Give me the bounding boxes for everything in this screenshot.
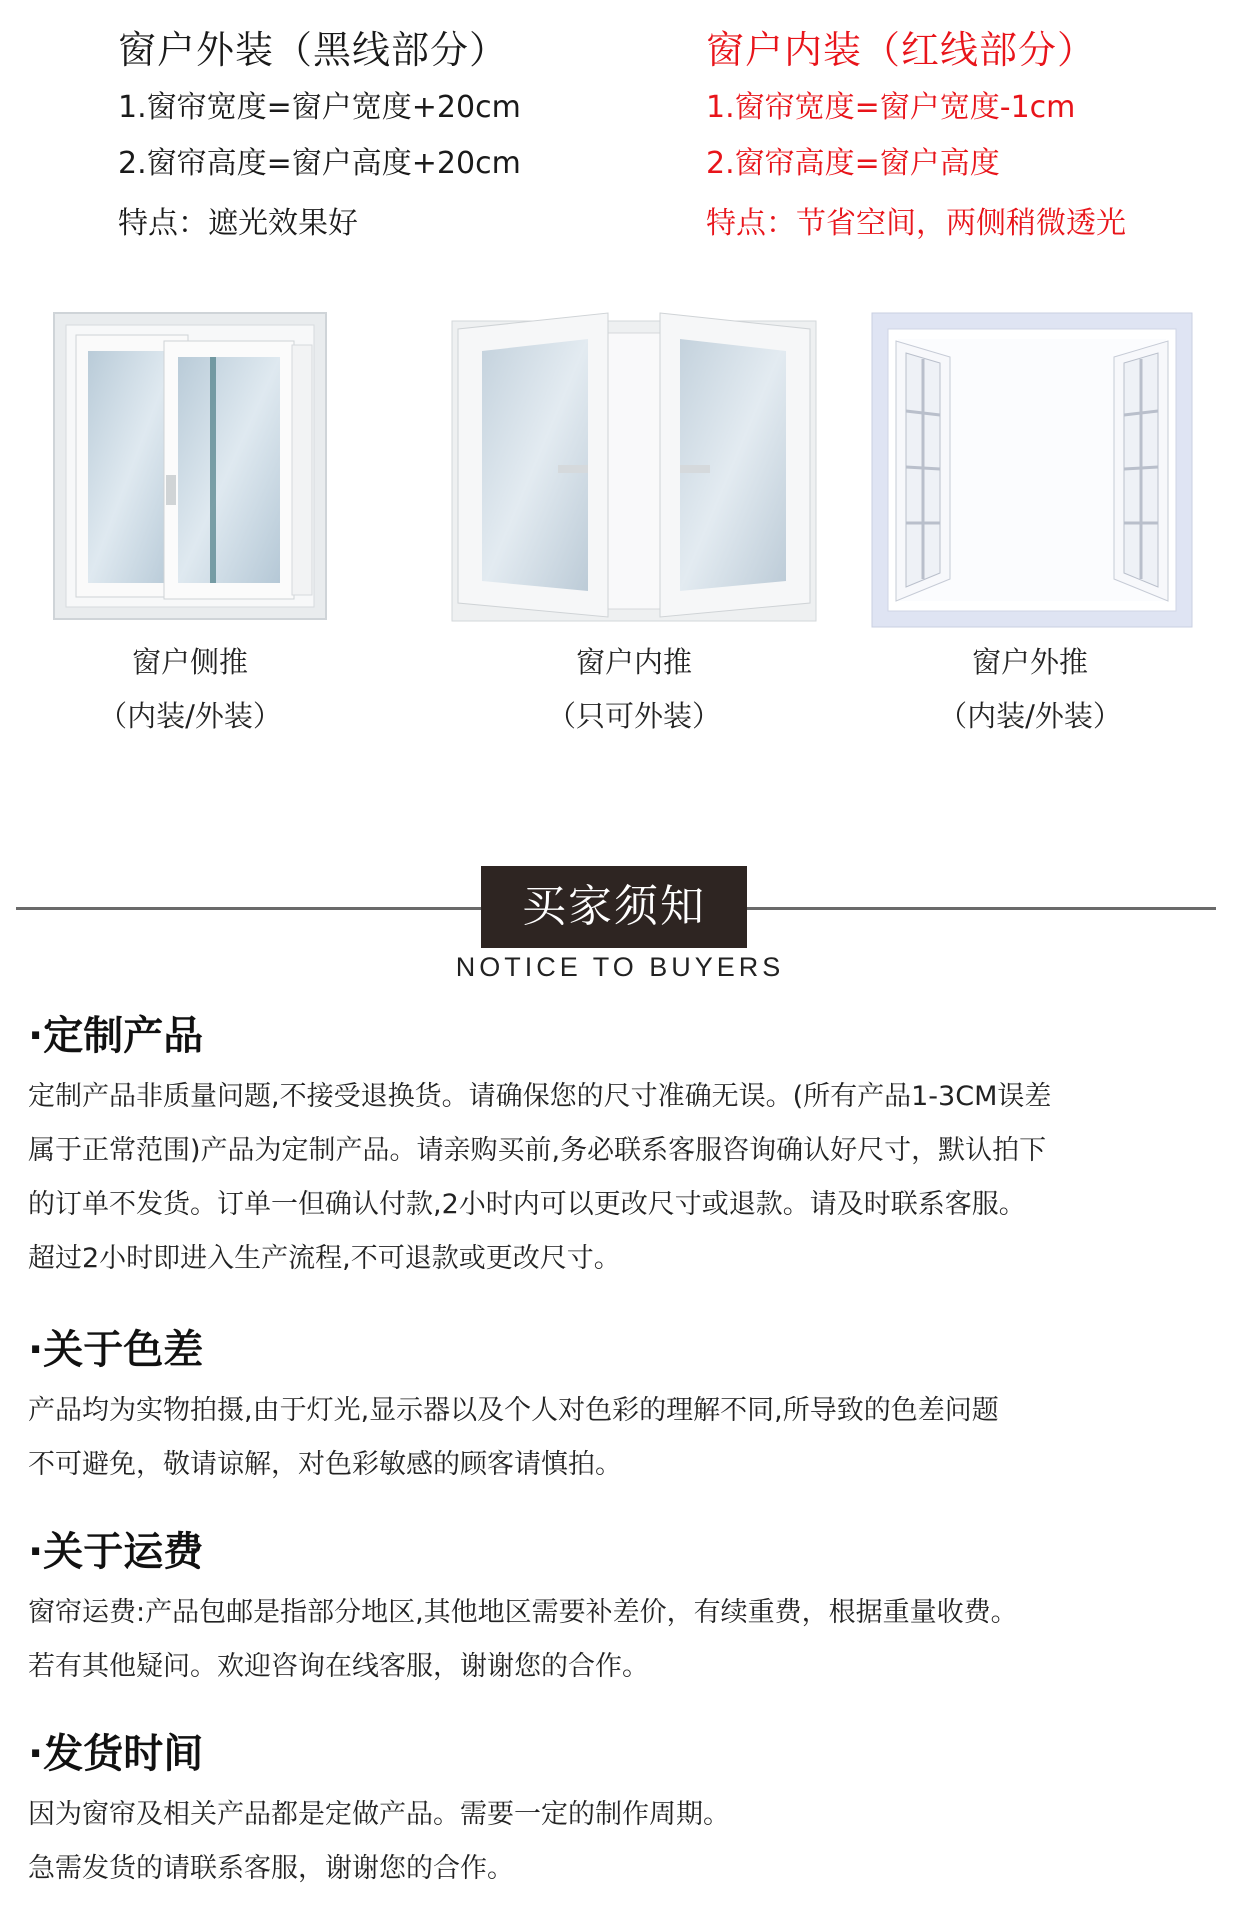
inward-window-image — [448, 305, 820, 625]
window-type-3 — [850, 635, 1210, 743]
inner-height-rule: 2.窗帘高度=窗户高度 — [706, 146, 1000, 181]
window-type-2-name: 窗户内推 — [575, 645, 692, 679]
section-body — [28, 1070, 1218, 1286]
window-type-1-install: （内装/外装） — [98, 699, 282, 733]
inner-feature: 特点：节省空间，两侧稍微透光 — [706, 206, 1126, 241]
section-color-difference — [28, 1320, 1218, 1492]
section-line: 超过2小时即进入生产流程,不可退款或更改尺寸。 — [28, 1243, 621, 1274]
window-type-3-name: 窗户外推 — [971, 645, 1088, 679]
section-heading: ·关于运费 — [28, 1529, 204, 1575]
window-type-2 — [454, 635, 814, 743]
section-shipping — [28, 1522, 1218, 1694]
section-line: 窗帘运费:产品包邮是指部分地区,其他地区需要补差价，有续重费，根据重量收费。 — [28, 1597, 1018, 1628]
section-line: 若有其他疑问。欢迎咨询在线客服，谢谢您的合作。 — [28, 1651, 649, 1682]
section-line: 定制产品非质量问题,不接受退换货。请确保您的尺寸准确无误。(所有产品1-3CM误差 — [28, 1081, 1052, 1112]
section-heading: ·关于色差 — [28, 1327, 204, 1373]
notice-subtitle: NOTICE TO BUYERS — [455, 952, 785, 982]
section-heading: ·定制产品 — [28, 1013, 204, 1059]
window-type-1-name: 窗户侧推 — [131, 645, 248, 679]
window-types — [0, 305, 1240, 733]
section-body — [28, 1384, 1218, 1492]
outer-width-rule: 1.窗帘宽度=窗户宽度+20cm — [118, 90, 521, 125]
outer-install-title: 窗户外装（黑线部分） — [118, 28, 509, 72]
outward-window-image — [870, 311, 1194, 631]
window-type-3-install: （内装/外装） — [938, 699, 1122, 733]
section-line: 因为窗帘及相关产品都是定做产品。需要一定的制作周期。 — [28, 1799, 730, 1830]
section-body — [28, 1788, 1218, 1896]
section-delivery-time — [28, 1724, 1218, 1896]
notice-title: 买家须知 — [481, 866, 747, 948]
inner-install-title: 窗户内装（红线部分） — [706, 28, 1097, 72]
section-line: 的订单不发货。订单一但确认付款,2小时内可以更改尺寸或退款。请及时联系客服。 — [28, 1189, 1026, 1220]
section-line: 不可避免，敬请谅解，对色彩敏感的顾客请慎拍。 — [28, 1449, 622, 1480]
window-type-2-install: （只可外装） — [546, 699, 721, 733]
inner-width-rule: 1.窗帘宽度=窗户宽度-1cm — [706, 90, 1076, 125]
section-line: 属于正常范围)产品为定制产品。请亲购买前,务必联系客服咨询确认好尺寸，默认拍下 — [28, 1135, 1047, 1166]
section-line: 产品均为实物拍摄,由于灯光,显示器以及个人对色彩的理解不同,所导致的色差问题 — [28, 1395, 999, 1426]
sliding-window-image — [52, 305, 330, 625]
outer-height-rule: 2.窗帘高度=窗户高度+20cm — [118, 146, 521, 181]
inner-install-info — [706, 20, 1126, 252]
outer-install-info — [118, 20, 521, 252]
section-body — [28, 1586, 1218, 1694]
section-line: 急需发货的请联系客服，谢谢您的合作。 — [28, 1853, 514, 1884]
section-custom-products — [28, 1006, 1218, 1286]
outer-feature: 特点：遮光效果好 — [118, 206, 358, 241]
section-heading: ·发货时间 — [28, 1731, 204, 1777]
window-type-1 — [10, 635, 370, 743]
